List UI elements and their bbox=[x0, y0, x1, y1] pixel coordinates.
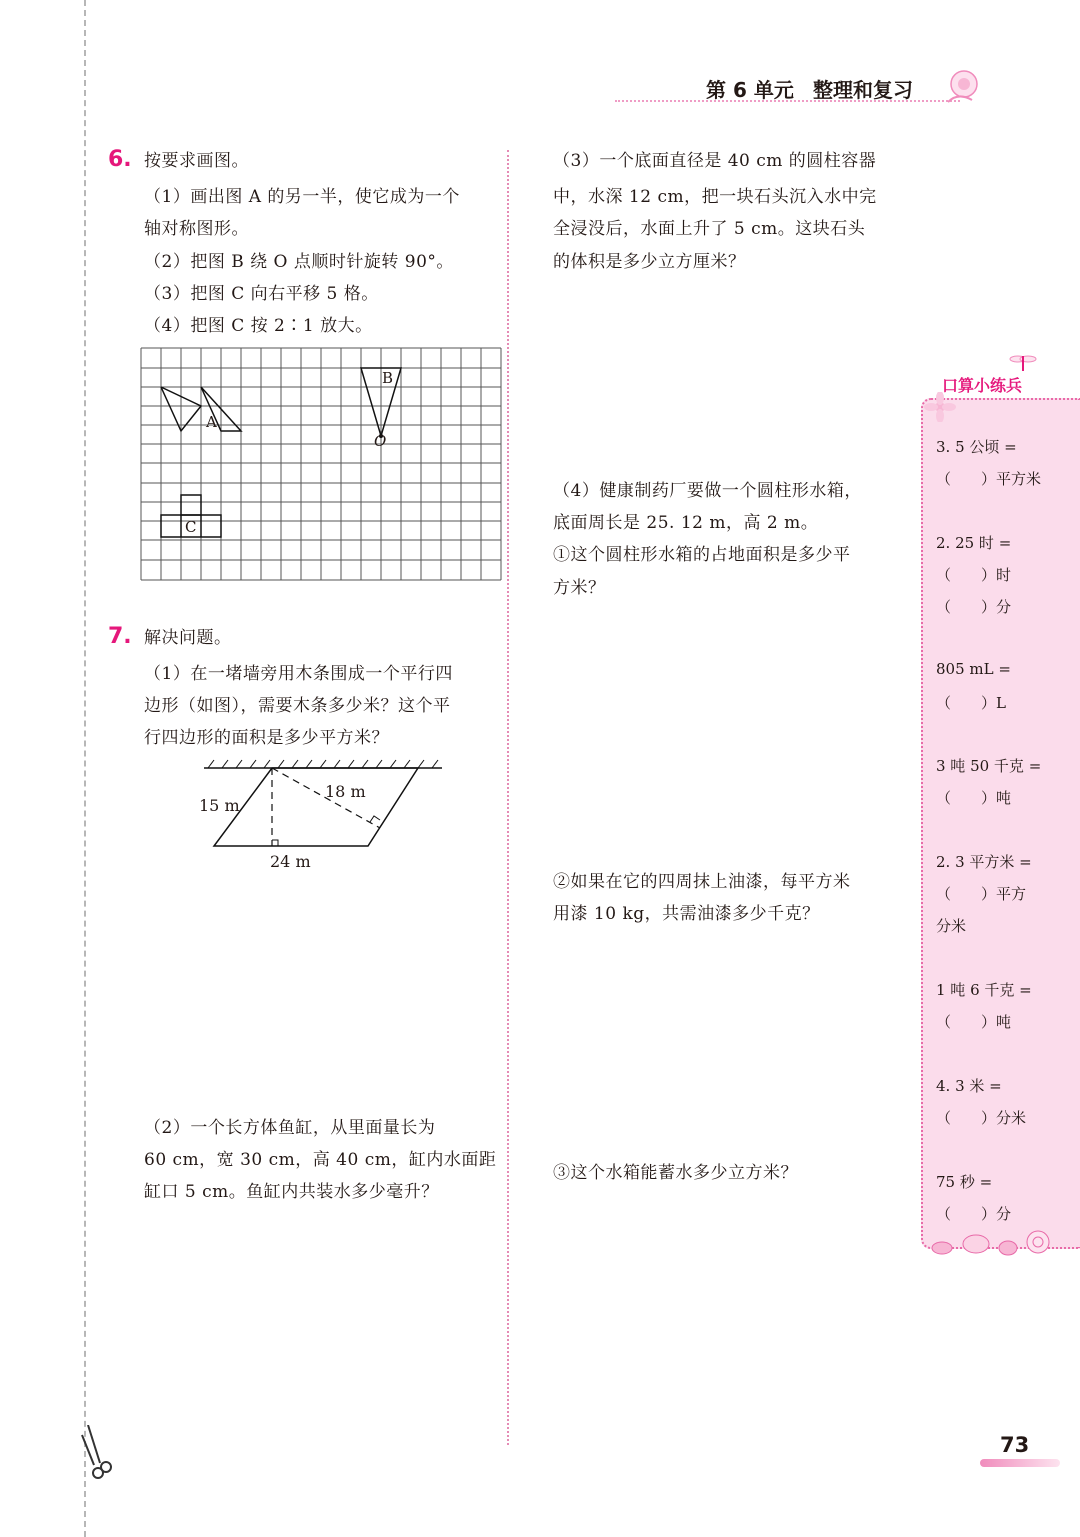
question-7-part-1-line-1: （1）在一堵墙旁用木条围成一个平行四 bbox=[144, 664, 453, 684]
question-7-part-3-line-3: 全浸没后，水面上升了 5 cm。这块石头 bbox=[553, 219, 866, 239]
drill-1-answer[interactable]: （ ）平方米 bbox=[936, 470, 1042, 488]
dragonfly-icon bbox=[1008, 352, 1038, 376]
drill-1-question: 3. 5 公顷 = bbox=[936, 438, 1017, 456]
figure-label-side: 15 m bbox=[199, 796, 240, 815]
grid-label-b: B bbox=[382, 369, 394, 387]
drill-2-answer-hours[interactable]: （ ）时 bbox=[936, 566, 1012, 584]
drill-3-question: 805 mL = bbox=[936, 660, 1011, 678]
question-7-part-4-sub-1-cont: 方米？ bbox=[553, 578, 606, 598]
grid-label-c: C bbox=[185, 518, 197, 536]
drill-8-question: 75 秒 = bbox=[936, 1173, 993, 1191]
question-7-part-4-sub-2-cont: 用漆 10 kg，共需油漆多少千克？ bbox=[553, 904, 820, 924]
grid-label-o: O bbox=[374, 432, 387, 450]
drill-7-question: 4. 3 米 = bbox=[936, 1077, 1002, 1095]
question-7-part-2-line-1: （2）一个长方体鱼缸，从里面量长为 bbox=[144, 1118, 436, 1138]
drill-5-answer[interactable]: （ ）平方 bbox=[936, 885, 1027, 903]
question-7-part-3-line-2: 中，水深 12 cm，把一块石头沉入水中完 bbox=[553, 187, 877, 207]
question-6-part-4: （4）把图 C 按 2∶1 放大。 bbox=[144, 316, 373, 336]
page-number: 73 bbox=[1000, 1433, 1030, 1457]
drill-8-answer[interactable]: （ ）分 bbox=[936, 1205, 1012, 1223]
drill-5-question: 2. 3 平方米 = bbox=[936, 853, 1032, 871]
unit-label: 第 6 单元 bbox=[706, 78, 794, 102]
grid-label-a: A bbox=[206, 413, 217, 431]
flower-icon bbox=[922, 392, 958, 426]
flower-decoration-icon bbox=[942, 66, 984, 110]
question-7-part-4-line-1: （4）健康制药厂要做一个圆柱形水箱， bbox=[553, 481, 862, 501]
page-number-bar bbox=[980, 1459, 1060, 1467]
question-7-part-3-line-4: 的体积是多少立方厘米？ bbox=[553, 252, 746, 272]
chapter-title: 整理和复习 bbox=[813, 78, 913, 102]
drill-3-answer[interactable]: （ ）L bbox=[936, 694, 1006, 712]
shells-decoration-icon bbox=[928, 1228, 1058, 1268]
scissors-icon bbox=[80, 1425, 120, 1489]
header-underline bbox=[615, 100, 960, 102]
question-7-part-4-line-2: 底面周长是 25. 12 m，高 2 m。 bbox=[553, 513, 819, 533]
figure-label-height: 18 m bbox=[325, 782, 366, 801]
question-6-part-1: （1）画出图 A 的另一半，使它成为一个 bbox=[144, 187, 460, 207]
drill-6-answer[interactable]: （ ）吨 bbox=[936, 1013, 1012, 1031]
question-7-title: 解决问题。 bbox=[144, 628, 232, 648]
question-7-part-2-line-3: 缸口 5 cm。鱼缸内共装水多少毫升？ bbox=[144, 1182, 439, 1202]
cut-line bbox=[84, 0, 86, 1537]
drill-5-answer-unit: 分米 bbox=[936, 917, 967, 935]
question-7-part-4-sub-2: ②如果在它的四周抹上油漆，每平方米 bbox=[553, 872, 851, 892]
question-7-part-1-line-3: 行四边形的面积是多少平方米？ bbox=[144, 728, 389, 748]
question-7-number: 7. bbox=[108, 624, 132, 649]
question-7-part-4-sub-3: ③这个水箱能蓄水多少立方米？ bbox=[553, 1163, 798, 1183]
question-6-part-2: （2）把图 B 绕 O 点顺时针旋转 90°。 bbox=[144, 252, 454, 272]
question-7-part-3-line-1: （3）一个底面直径是 40 cm 的圆柱容器 bbox=[553, 151, 877, 171]
figure-label-base: 24 m bbox=[270, 852, 311, 871]
question-6-number: 6. bbox=[108, 147, 132, 172]
question-6-title: 按要求画图。 bbox=[144, 151, 249, 171]
drill-4-question: 3 吨 50 千克 = bbox=[936, 757, 1042, 775]
question-6-part-3: （3）把图 C 向右平移 5 格。 bbox=[144, 284, 379, 304]
drill-2-question: 2. 25 时 = bbox=[936, 534, 1012, 552]
question-7-part-2-line-2: 60 cm，宽 30 cm，高 40 cm，缸内水面距 bbox=[144, 1150, 497, 1170]
drawing-grid[interactable] bbox=[140, 347, 502, 581]
question-7-part-4-sub-1: ①这个圆柱形水箱的占地面积是多少平 bbox=[553, 545, 851, 565]
question-7-part-1-line-2: 边形（如图），需要木条多少米？这个平 bbox=[144, 696, 451, 716]
drill-2-answer-minutes[interactable]: （ ）分 bbox=[936, 598, 1012, 616]
drill-4-answer[interactable]: （ ）吨 bbox=[936, 789, 1012, 807]
drill-7-answer[interactable]: （ ）分米 bbox=[936, 1109, 1027, 1127]
question-6-part-1-cont: 轴对称图形。 bbox=[144, 219, 249, 239]
drill-6-question: 1 吨 6 千克 = bbox=[936, 981, 1032, 999]
column-divider bbox=[507, 150, 509, 1445]
sidebar-title: 口算小练兵 bbox=[942, 376, 1023, 395]
